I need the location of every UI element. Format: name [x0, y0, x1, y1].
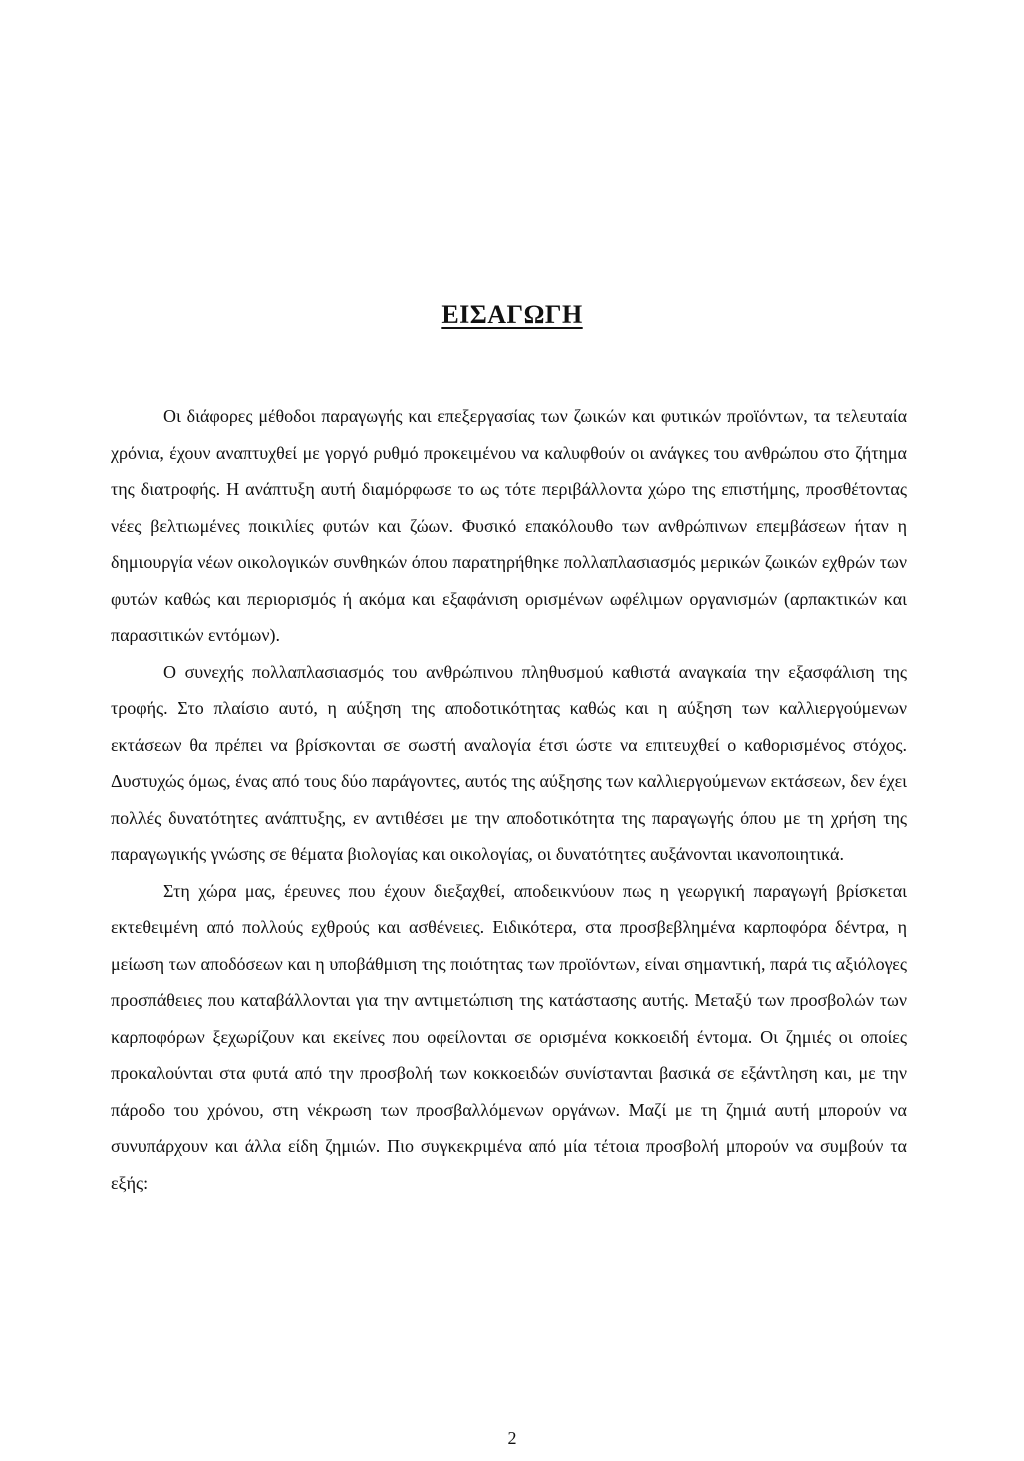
page-number: 2	[507, 1428, 517, 1448]
page-title: ΕΙΣΑΓΩΓΗ	[441, 300, 583, 329]
paragraph-population: Ο συνεχής πολλαπλασιασμός του ανθρώπινου πληθυσμού καθιστά αναγκαία την εξασφάλιση της τροφής. Στο πλαίσιο αυτό, η αύξηση της αποδοτικότητας καθώς και η αύξηση των καλλιεργούμενων εκτάσεων θα πρέπει να βρίσκονται σε σωστή αναλογία έτσι ώστε να επιτευχθεί ο καθορισμένος στόχος. Δυστυχώς όμως, ένας από τους δύο παράγοντες, αυτός της αύξησης των καλλιεργούμενων εκτάσεων, δεν έχει πολλές δυνατότητες ανάπτυξης, εν αντιθέσει με την αποδοτικότητα της παραγωγής όπου με τη χρήση της παραγωγικής γνώσης σε θέματα βιολογίας και οικολογίας, οι δυνατότητες αυξάνονται ικανοποιητικά.	[111, 661, 907, 864]
paragraph-greece-research: Στη χώρα μας, έρευνες που έχουν διεξαχθεί, αποδεικνύουν πως η γεωργική παραγωγή βρίσκεται εκτεθειμένη από πολλούς εχθρούς και ασθένειες. Ειδικότερα, στα προσβεβλημένα καρποφόρα δέντρα, η μείωση των αποδόσεων και η υποβάθμιση της ποιότητας των προϊόντων, είναι σημαντική, παρά τις αξιόλογες προσπάθειες που καταβάλλονται για την αντιμετώπιση της κατάστασης αυτής. Μεταξύ των προσβολών των καρποφόρων ξεχωρίζουν και εκείνες που οφείλονται σε ορισμένα κοκκοειδή έντομα. Οι ζημιές οι οποίες προκαλούνται στα φυτά από την προσβολή των κοκκοειδών συνίστανται βασικά σε εξάντληση και, με την πάροδο του χρόνου, στη νέκρωση των προσβαλλόμενων οργάνων. Μαζί με τη ζημιά αυτή μπορούν να συνυπάρχουν και άλλα είδη ζημιών. Πιο συγκεκριμένα από μία τέτοια προσβολή μπορούν να συμβούν τα εξής:	[111, 880, 907, 1193]
paragraph-intro: Οι διάφορες μέθοδοι παραγωγής και επεξεργασίας των ζωικών και φυτικών προϊόντων, τα τελευταία χρόνια, έχουν αναπτυχθεί με γοργό ρυθμό προκειμένου να καλυφθούν οι ανάγκες του ανθρώπου στο ζήτημα της διατροφής. Η ανάπτυξη αυτή διαμόρφωσε το ως τότε περιβάλλοντα χώρο της επιστήμης, προσθέτοντας νέες βελτιωμένες ποικιλίες φυτών και ζώων. Φυσικό επακόλουθο των ανθρώπινων επεμβάσεων ήταν η δημιουργία νέων οικολογικών συνθηκών όπου παρατηρήθηκε πολλαπλασιασμός μερικών ζωικών εχθρών των φυτών καθώς και περιορισμός ή ακόμα και εξαφάνιση ορισμένων ωφέλιμων οργανισμών (αρπακτικών και παρασιτικών εντόμων).	[111, 406, 907, 645]
document-body	[111, 398, 907, 1201]
